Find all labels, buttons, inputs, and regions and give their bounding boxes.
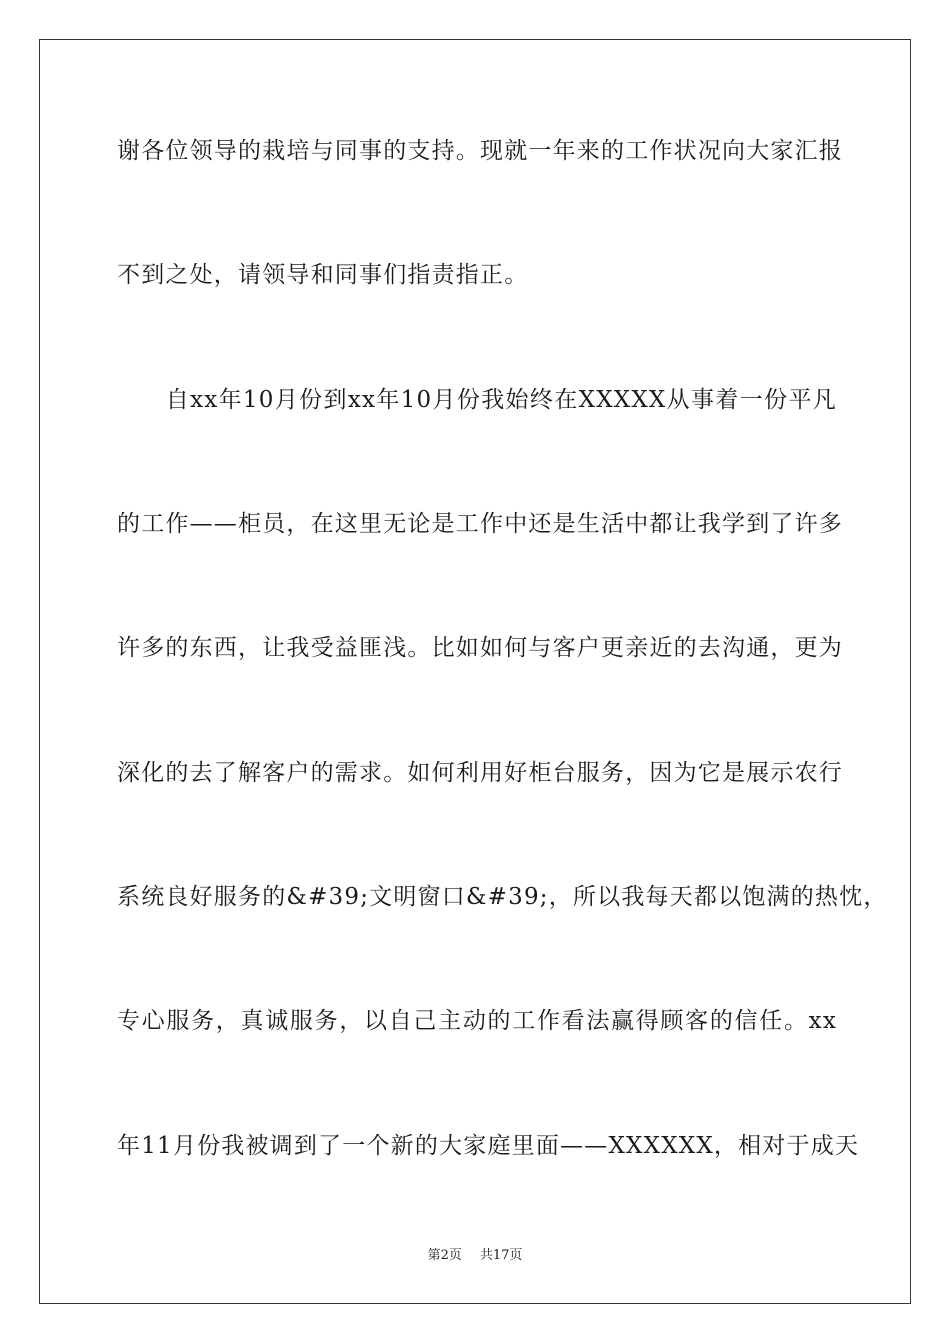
body-text-line-2: 不到之处，请领导和同事们指责指正。 bbox=[117, 262, 529, 288]
page-footer bbox=[0, 1248, 950, 1264]
body-text-line-4: 的工作——柜员，在这里无论是工作中还是生活中都让我学到了许多 bbox=[117, 511, 843, 537]
body-text-line-3: 自xx年10月份到xx年10月份我始终在XXXXX从事着一份平凡 bbox=[117, 387, 837, 413]
page-number: 第2页 bbox=[427, 1248, 462, 1263]
body-text-line-6: 深化的去了解客户的需求。如何利用好柜台服务，因为它是展示农行 bbox=[117, 760, 843, 786]
page-total: 共17页 bbox=[479, 1248, 523, 1263]
body-text-line-1: 谢各位领导的栽培与同事的支持。现就一年来的工作状况向大家汇报 bbox=[117, 138, 843, 164]
page-border bbox=[39, 39, 911, 1304]
body-text-line-5: 许多的东西，让我受益匪浅。比如如何与客户更亲近的去沟通，更为 bbox=[117, 635, 843, 661]
body-text-line-7: 系统良好服务的&#39;文明窗口&#39;，所以我每天都以饱满的热忱， bbox=[117, 884, 888, 910]
body-text-line-8: 专心服务，真诚服务，以自己主动的工作看法赢得顾客的信任。xx bbox=[117, 1008, 837, 1034]
body-text-line-9: 年11月份我被调到了一个新的大家庭里面——XXXXXX，相对于成天 bbox=[117, 1133, 860, 1159]
